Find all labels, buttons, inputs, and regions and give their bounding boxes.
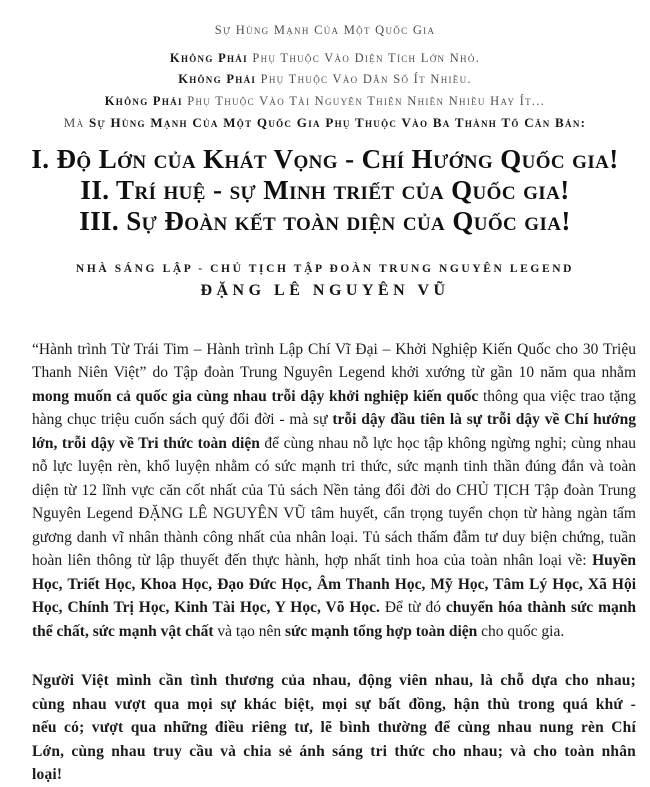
principles-list xyxy=(0,144,650,237)
signature-title: NHÀ SÁNG LẬP - CHỦ TỊCH TẬP ĐOÀN TRUNG NGUYÊN LEGEND xyxy=(75,262,575,275)
negation-emphasis: Không Phải xyxy=(169,50,248,65)
body-paragraph-1 xyxy=(32,338,636,644)
conclusion-emphasis: Sự Hùng Mạnh Của Một Quốc Gia Phụ Thuộc Vào Ba Thành Tố Căn Bản: xyxy=(88,115,587,130)
text-run: chuyển hóa thành sức mạnh thể chất, sức mạnh vật chất xyxy=(32,599,636,640)
text-run: mong muốn cả quốc gia cùng nhau trỗi dậy khởi nghiệp kiến quốc xyxy=(32,387,479,405)
text-run: “Hành trình Từ Trái Tim – Hành trình Lập Chí Vĩ Đại – Khởi Nghiệp Kiến Quốc cho 30 Triệu Thanh Niên Việt” do Tập đoàn Trung Nguyên Legend khởi xướng từ gần 10 năm qua nhằm xyxy=(32,340,636,381)
signature-name: ĐẶNG LÊ NGUYÊN VŨ xyxy=(200,281,450,299)
body-paragraph-2 xyxy=(32,669,636,787)
text-run: và tạo nên xyxy=(213,622,285,640)
text-run: thông qua việc trao tặng hàng chục triệu cuốn sách quý đổi đời - mà sự xyxy=(32,387,636,428)
preamble-opening-line: Sự Hùng Mạnh Của Một Quốc Gia xyxy=(214,23,436,37)
text-run: trỗi dậy đầu tiên là sự trỗi dậy về Chí hướng lớn, trỗi dậy về Tri thức toàn diện xyxy=(32,411,636,452)
text-run: Huyền Học, Triết Học, Khoa Học, Đạo Đức Học, Âm Thanh Học, Mỹ Học, Tâm Lý Học, Xã Hội Học, Chính Trị Học, Kinh Tài Học, Y Học, Võ Học. xyxy=(32,552,636,616)
text-run: sức mạnh tổng hợp toàn diện xyxy=(284,622,478,640)
conclusion-lead: Mà xyxy=(63,115,89,130)
negation-text: Phụ Thuộc Vào Dân Số Ít Nhiều. xyxy=(256,72,472,86)
text-run: cho quốc gia. xyxy=(477,622,565,640)
negation-emphasis: Không Phải xyxy=(178,72,257,86)
preamble-conclusion-line xyxy=(0,112,650,134)
principle-heading-2: II. Trí huệ - sự Minh triết của Quốc gia! xyxy=(80,174,570,205)
preamble-negation-line xyxy=(0,69,650,91)
negation-text: Phụ Thuộc Vào Diện Tích Lớn Nhỏ. xyxy=(247,50,481,65)
principle-heading-1: I. Độ Lớn của Khát Vọng - Chí Hướng Quốc gia! xyxy=(31,143,619,174)
principle-heading-3: III. Sự Đoàn kết toàn diện của Quốc gia! xyxy=(79,205,571,236)
preamble-negation-line xyxy=(0,48,650,70)
preamble-negation-line xyxy=(0,91,650,113)
negation-text: Phụ Thuộc Vào Tài Nguyên Thiên Nhiên Nhiều Hay Ít... xyxy=(182,93,546,108)
text-run: Người Việt mình cần tình thương của nhau, động viên nhau, là chỗ dựa cho nhau; cùng nhau vượt qua mọi sự khác biệt, mọi sự bất đồng, hận thù trong quá khứ - nếu có; vượt qua những điều riêng tư, lẽ bình thường để cùng nhau nung rèn Chí Lớn, cùng nhau truy cầu và chia sẻ ánh sáng tri thức cho nhau; và cho toàn nhân loại! xyxy=(32,672,636,783)
text-run: để cùng nhau nỗ lực học tập không ngừng nghỉ; cùng nhau nỗ lực luyện rèn, khổ luyện nhằm có sức mạnh tri thức, sức mạnh tinh thần đúng đắn và toàn diện từ 12 lĩnh vực căn cốt nhất của Tủ sách Nền tảng đổi đời do CHỦ TỊCH Tập đoàn Trung Nguyên Legend ĐẶNG LÊ NGUYÊN VŨ tâm huyết, cẩn trọng tuyển chọn từ hàng ngàn tấm gương danh vĩ nhân thành công nhất của nhân loại. Tủ sách thấm đẫm tư duy biện chứng, tuần hoàn liên thông từ lập thuyết đến thực hành, hợp nhất tinh hoa của toàn nhân loại về: xyxy=(32,434,636,569)
preamble xyxy=(0,20,650,134)
text-run: Để từ đó xyxy=(379,599,446,616)
negation-emphasis: Không Phải xyxy=(104,93,183,108)
signature-block xyxy=(0,262,650,300)
